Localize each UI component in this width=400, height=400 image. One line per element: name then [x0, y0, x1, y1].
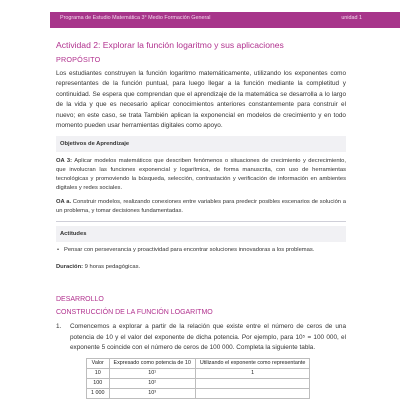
header-program-title: Programa de Estudio Matemática 3° Medio Formación General — [60, 15, 211, 21]
item-number: 1. — [56, 323, 62, 331]
actitudes-box-title: Actitudes — [56, 226, 346, 242]
activity-title: Actividad 2: Explorar la función logaritmo y sus aplicaciones — [56, 40, 284, 50]
duracion-line — [56, 264, 346, 270]
page-header — [0, 0, 400, 29]
table-cell: 10³ — [109, 388, 195, 398]
oa3-label: OA 3: — [56, 158, 73, 165]
section-divider — [56, 221, 346, 222]
oa3-paragraph — [56, 157, 346, 193]
document-body — [56, 40, 346, 399]
table-cell[interactable] — [195, 388, 309, 398]
desarrollo-heading: DESARROLLO — [56, 296, 104, 304]
oaa-paragraph — [56, 198, 346, 216]
numbered-item-1 — [56, 322, 346, 353]
table-header-cell: Valor — [87, 358, 110, 368]
actitud-text: Pensar con perseverancia y proactividad para encontrar soluciones innovadoras a los problemas. — [64, 247, 315, 254]
table-cell[interactable]: 1 — [195, 368, 309, 378]
proposito-paragraph: Los estudiantes construyen la función logaritmo matemáticamente, utilizando los exponentes como representantes de la función puntual, para luego llegar a la función mediante la completitud y continuidad. Se espera que comprendan que el aprendizaje de la matemática se desarrolla a lo largo de la vida y que es necesario aplicar conocimientos anteriores constantemente para construir el nuevo; en este caso, se trata También aplican la exponencial en modelos de crecimiento y en todo momento pueden usar herramientas digitales como apoyo. — [56, 70, 346, 130]
table-header-row — [87, 358, 310, 368]
table-cell: 1 000 — [87, 388, 110, 398]
oaa-label: OA a. — [56, 199, 72, 206]
table-header-cell: Utilizando el exponente como representante — [195, 358, 309, 368]
oaa-text: Construir modelos, realizando conexiones entre variables para predecir posibles escenarios de solución a un problema, y tomar decisiones fundamentadas. — [56, 199, 346, 215]
table-row — [87, 378, 310, 388]
bullet-icon: • — [57, 247, 60, 254]
powers-of-ten-table — [86, 358, 310, 399]
table-row — [87, 368, 310, 378]
proposito-heading: PROPÓSITO — [56, 55, 101, 64]
oa3-text: Aplicar modelos matemáticos que describen fenómenos o situaciones de crecimiento y decrecimiento, que involucran las funciones exponencial y logarítmica, de forma manuscrita, con uso de herramientas tecnológicas y promoviendo la búsqueda, selección, contrastación y verificación de información en ambientes digitales y redes sociales. — [56, 158, 346, 192]
table-cell: 100 — [87, 378, 110, 388]
duracion-value: 9 horas pedagógicas. — [83, 264, 141, 271]
item-text: Comencemos a explorar a partir de la relación que existe entre el número de ceros de una potencia de 10 y el valor del exponente de dicha potencia. Por ejemplo, para 10⁵ = 100 000, el exponente 5 coincide con el número de ceros de 100 000. Completa la siguiente tabla. — [70, 323, 346, 352]
table-cell: 10² — [109, 378, 195, 388]
table-cell: 10¹ — [109, 368, 195, 378]
table-cell: 10 — [87, 368, 110, 378]
header-unit-label: unidad 1 — [341, 15, 362, 21]
objetivos-box-title: Objetivos de Aprendizaje — [56, 136, 346, 152]
table-cell[interactable] — [195, 378, 309, 388]
construccion-heading: CONSTRUCCIÓN DE LA FUNCIÓN LOGARITMO — [56, 309, 213, 317]
table-header-cell: Expresado como potencia de 10 — [109, 358, 195, 368]
table-row — [87, 388, 310, 398]
actitud-list-item — [57, 246, 346, 255]
duracion-label: Duración: — [56, 264, 84, 271]
